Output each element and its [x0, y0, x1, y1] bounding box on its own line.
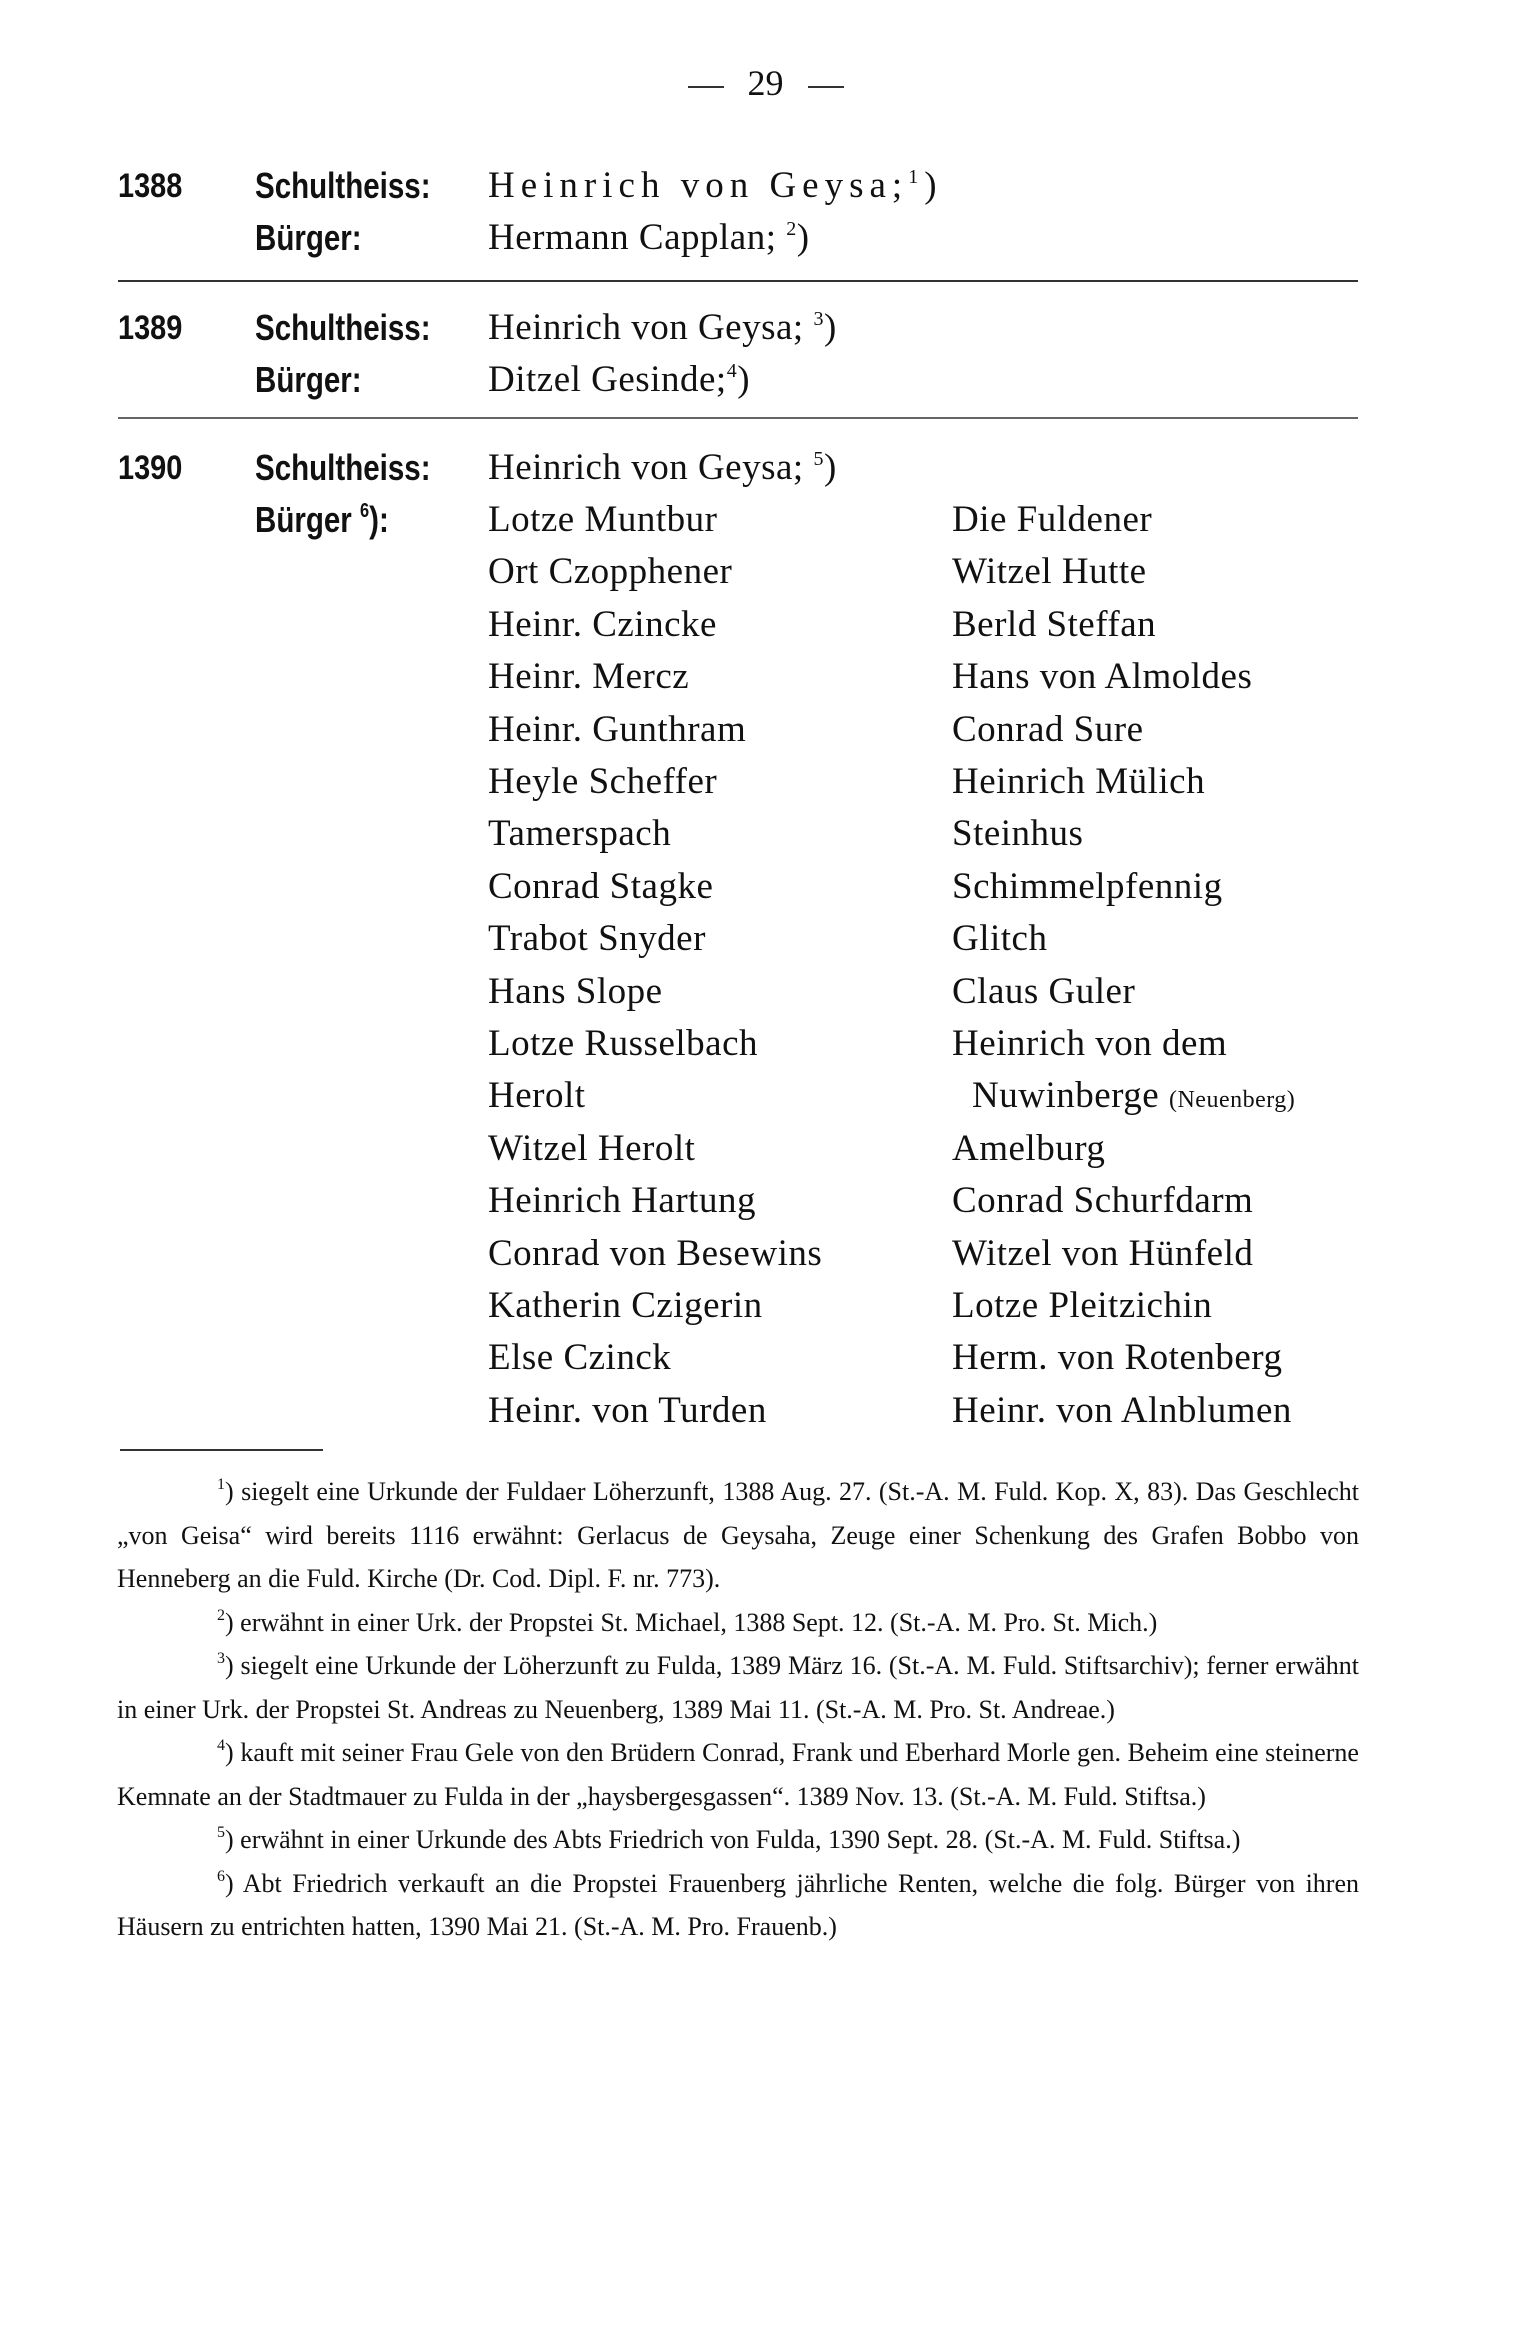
- person-name: Lotze Pleitzichin: [952, 1285, 1213, 1326]
- person-name: Heinrich von dem: [952, 1023, 1228, 1064]
- person-name: Else Czinck: [488, 1337, 672, 1379]
- person-name: Conrad von Besewins: [488, 1232, 823, 1274]
- footnote-number: 1: [217, 1476, 225, 1493]
- person-name: Heinr. Czincke: [488, 603, 717, 645]
- footnote-ref: 3: [813, 308, 824, 330]
- footnote-text: siegelt eine Urkunde der Löherzunft zu Fulda, 1389 März 16. (St.-A. M. Fuld. Stiftsarchiv); ferner erwähnt in einer Urk. der Propstei St. Andreas zu Neuenberg, 1389 Mai 11. (St.-A. M. Pro. St. Andreae.): [117, 1651, 1359, 1724]
- footnote-text: erwähnt in einer Urk. der Propstei St. Michael, 1388 Sept. 12. (St.-A. M. Pro. St. Mich.): [240, 1607, 1158, 1637]
- person-name: Heinr. Gunthram: [488, 708, 747, 750]
- role-label: Schultheiss:: [255, 165, 431, 206]
- year: 1390: [118, 449, 183, 487]
- person-name: Herolt: [488, 1075, 586, 1117]
- person-name: Claus Guler: [952, 970, 1136, 1012]
- person: Hermann Capplan; $^2$): [488, 217, 810, 258]
- footnote-number: 6: [217, 1867, 225, 1885]
- footnote-text: Abt Friedrich verkauft an die Propstei Frauenberg jährliche Renten, welche die folg. Bürger von ihren Häusern zu entrichten hatten, 1390 Mai 21. (St.-A. M. Pro. Frauenb.): [117, 1868, 1359, 1941]
- person: Heinrich von Geysa;$^1$): [488, 165, 943, 206]
- divider: [118, 280, 1358, 282]
- divider: [118, 417, 1358, 419]
- footnote-number: 4: [217, 1737, 225, 1754]
- person: Ditzel Gesinde;$^4$): [488, 359, 751, 400]
- gloss: (Neuenberg): [1168, 1087, 1296, 1114]
- person-name: Ort Czopphener: [488, 551, 733, 593]
- footnote: $^6$) Abt Friedrich verkauft an die Propstei Frauenberg jährliche Renten, welche die folg. Bürger von ihren Häusern zu entrichten hatten, 1390 Mai 21. (St.-A. M. Pro. Frauenb.): [117, 1867, 1359, 1941]
- person-name: Trabot Snyder: [488, 918, 706, 960]
- person-name: Amelburg: [952, 1127, 1106, 1169]
- person-name: Heinr. von Turden: [488, 1389, 767, 1431]
- footnote-ref: 2: [786, 218, 797, 240]
- page-number: [0, 62, 1531, 104]
- person-name: Conrad Sure: [952, 708, 1144, 750]
- footnote-rule: [120, 1449, 323, 1451]
- footnote: $^5$) erwähnt in einer Urkunde des Abts Friedrich von Fulda, 1390 Sept. 28. (St.-A. M. Fuld. Stiftsa.): [217, 1824, 1241, 1854]
- page-number-text: 29: [747, 63, 784, 103]
- person-name: Glitch: [952, 918, 1048, 960]
- footnote: $^2$) erwähnt in einer Urk. der Propstei St. Michael, 1388 Sept. 12. (St.-A. M. Pro. St. Mich.): [217, 1606, 1158, 1637]
- footnote: $^1$) siegelt eine Urkunde der Fuldaer Löherzunft, 1388 Aug. 27. (St.-A. M. Fuld. Kop. X, 83). Das Geschlecht „von Geisa“ wird bereits 1116 erwähnt: Gerlacus de Geysaha, Zeuge einer Schenkung des Grafen Bobbo von Henneberg an die Fuld. Kirche (Dr. Cod. Dipl. F. nr. 773).: [117, 1476, 1359, 1593]
- person-name-text: Nuwinberge: [972, 1075, 1160, 1117]
- footnote-text: siegelt eine Urkunde der Fuldaer Löherzunft, 1388 Aug. 27. (St.-A. M. Fuld. Kop. X, 83). Das Geschlecht „von Geisa“ wird bereits 1116 erwähnt: Gerlacus de Geysaha, Zeuge einer Schenkung des Grafen Bobbo von Henneberg an die Fuld. Kirche (Dr. Cod. Dipl. F. nr. 773).: [117, 1477, 1359, 1593]
- role-label: Bürger:: [255, 359, 362, 400]
- person-name: Hans von Almoldes: [952, 656, 1253, 698]
- year: 1389: [118, 309, 183, 347]
- footnote-number: 3: [217, 1650, 225, 1667]
- footnote-ref: 6: [359, 500, 370, 522]
- footnotes: [117, 1470, 1359, 1949]
- person-name: Heinrich Hartung: [488, 1180, 756, 1222]
- person-name: Steinhus: [952, 813, 1084, 855]
- person-name: Berld Steffan: [952, 603, 1157, 645]
- person-name: Ditzel Gesinde;: [488, 359, 727, 400]
- person-name: Heinrich von Geysa;: [488, 307, 804, 348]
- person-name: Katherin Czigerin: [488, 1285, 763, 1326]
- person: Heinrich von Geysa; $^3$): [488, 307, 837, 348]
- footnote-text: erwähnt in einer Urkunde des Abts Friedrich von Fulda, 1390 Sept. 28. (St.-A. M. Fuld. Stiftsa.): [240, 1825, 1241, 1854]
- role-label: Schultheiss:: [255, 307, 431, 348]
- footnote-number: 2: [217, 1606, 225, 1624]
- person-name: Heyle Scheffer: [488, 761, 718, 802]
- role-label: Bürger $^6$):: [255, 499, 389, 540]
- footnote-ref: 5: [813, 448, 824, 470]
- person-name: [972, 1070, 1295, 1126]
- person-name: Heinrich von Geysa;: [488, 165, 909, 206]
- footnote: $^3$) siegelt eine Urkunde der Löherzunft zu Fulda, 1389 März 16. (St.-A. M. Fuld. Stiftsarchiv); ferner erwähnt in einer Urk. der Propstei St. Andreas zu Neuenberg, 1389 Mai 11. (St.-A. M. Pro. St. Andreae.): [117, 1650, 1359, 1724]
- role-label: Bürger:: [255, 217, 362, 258]
- footnote: $^4$) kauft mit seiner Frau Gele von den Brüdern Conrad, Frank und Eberhard Morle gen. Beheim eine steinerne Kemnate an der Stadtmauer zu Fulda in der „haysbergesgassen“. 1389 Nov. 13. (St.-A. M. Fuld. Stiftsa.): [117, 1737, 1359, 1811]
- person-name: Lotze Muntbur: [488, 499, 718, 540]
- footnote-number: 5: [217, 1824, 225, 1841]
- person-name: Herm. von Rotenberg: [952, 1337, 1283, 1379]
- person-name: Conrad Stagke: [488, 865, 714, 907]
- person-name: Tamerspach: [488, 813, 672, 855]
- person-name: Schimmelpfennig: [952, 865, 1223, 907]
- year: 1388: [118, 167, 183, 205]
- person-name: Witzel Herolt: [488, 1127, 696, 1169]
- person-name: Heinr. von Alnblumen: [952, 1389, 1292, 1431]
- person-name: Heinrich von Geysa;: [488, 447, 804, 488]
- person-name: Witzel Hutte: [952, 551, 1147, 593]
- person-name: Hermann Capplan;: [488, 217, 777, 258]
- footnote-ref: 1: [908, 166, 925, 188]
- person-name: Die Fuldener: [952, 499, 1153, 540]
- person-name: Hans Slope: [488, 970, 663, 1012]
- footnote-ref: 4: [726, 360, 738, 382]
- person-name: Heinr. Mercz: [488, 656, 690, 698]
- person-name: Lotze Russelbach: [488, 1023, 758, 1064]
- person-name: Heinrich Mülich: [952, 761, 1206, 802]
- role-label-text: Bürger: [255, 499, 352, 540]
- person: Heinrich von Geysa; $^5$): [488, 447, 837, 488]
- role-label: Schultheiss:: [255, 447, 431, 488]
- footnote-text: kauft mit seiner Frau Gele von den Brüdern Conrad, Frank und Eberhard Morle gen. Beheim eine steinerne Kemnate an der Stadtmauer zu Fulda in der „haysbergesgassen“. 1389 Nov. 13. (St.-A. M. Fuld. Stiftsa.): [117, 1738, 1359, 1811]
- person-name: Conrad Schurfdarm: [952, 1180, 1254, 1222]
- person-name: Witzel von Hünfeld: [952, 1232, 1254, 1274]
